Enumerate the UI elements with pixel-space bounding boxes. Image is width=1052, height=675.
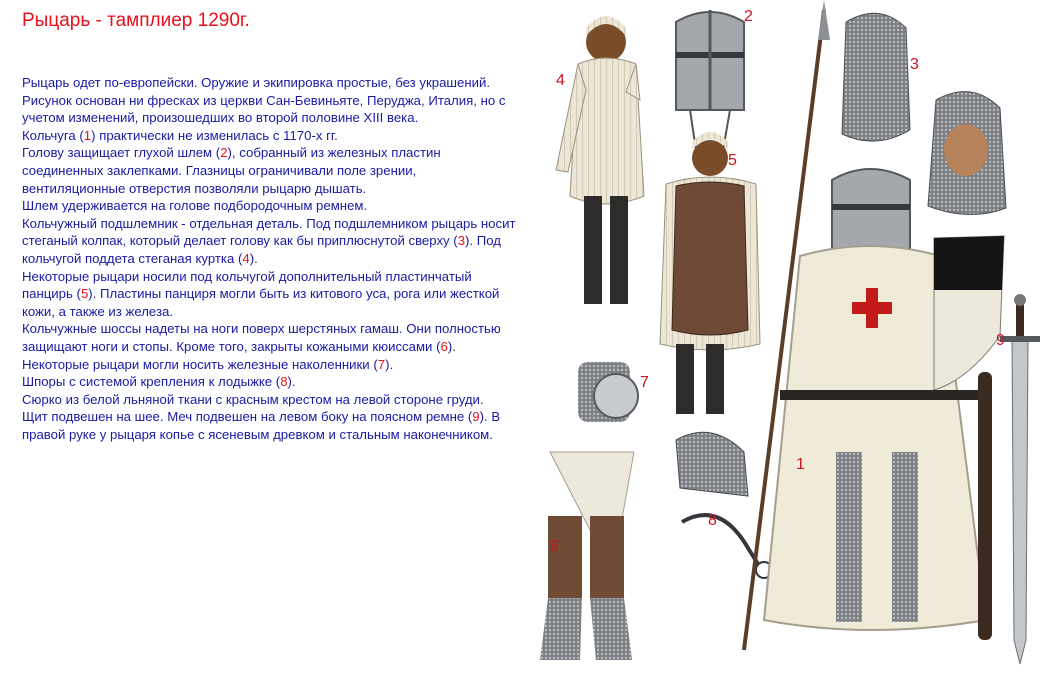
figure-label-6: 6 — [550, 538, 559, 555]
figure-reference: 3 — [457, 233, 466, 249]
paragraph — [22, 320, 517, 355]
text-run: Кольчужные шоссы надеты на ноги поверх шерстяных гамаш. Они полностью защищают ноги и стопы. Кроме того, закрыты кожаными кюиссами ( — [22, 321, 501, 354]
illustration — [520, 0, 1052, 675]
knee-cop — [578, 362, 638, 422]
figure-label-3: 3 — [910, 56, 919, 73]
paragraph — [22, 215, 517, 268]
paragraph — [22, 268, 517, 321]
text-run: ). Под кольчугой поддета стеганая куртка ( — [22, 233, 501, 266]
text-run: ). — [385, 356, 394, 372]
text-run: Голову защищает глухой шлем ( — [22, 145, 221, 161]
paragraph — [22, 391, 517, 409]
figure-label-4: 4 — [556, 72, 565, 89]
figure-reference: 4 — [242, 250, 250, 266]
paragraph — [22, 144, 517, 197]
text-run: ). В правой руке у рыцаря копье с ясеневым древком и стальным наконечником. — [22, 409, 501, 442]
text-run: ). — [447, 338, 456, 354]
figure-reference: 8 — [280, 374, 288, 390]
text-run: Кольчуга ( — [22, 127, 84, 143]
text-run: Сюрко из белой льняной ткани с красным крестом на левой стороне груди. — [22, 391, 484, 407]
paragraph — [22, 373, 517, 391]
text-run: Рыцарь одет по-европейски. Оружие и экипировка простые, без украшений. Рисунок основан ни фресках из церкви Сан-Бевиньяте, Перуджа, Италия, но с учетом изменений, произошедших во второй половине XIII века. — [22, 75, 506, 126]
text-run: Шлем удерживается на голове подбородочным ремнем. — [22, 198, 368, 214]
text-run: Щит подвешен на шее. Меч подвешен на левом боку на поясном ремне ( — [22, 409, 473, 425]
figure-label-9: 9 — [996, 332, 1005, 349]
paragraph — [22, 127, 517, 145]
paragraph — [22, 197, 517, 215]
templar-knight — [764, 169, 1004, 630]
text-run: Кольчужный подшлемник - отдельная деталь. Под подшлемником рыцарь носит стеганый колпак, который делает голову как бы приплюснутой сверху ( — [22, 215, 516, 249]
text-run: ). Пластины панциря могли быть из китового уса, рога или жесткой кожи, а также из железа. — [22, 286, 500, 319]
figure-label-2: 2 — [744, 8, 753, 25]
text-run: Некоторые рыцари могли носить железные наколенники ( — [22, 356, 378, 372]
figure-label-7: 7 — [640, 374, 649, 391]
description-text — [22, 74, 517, 443]
figure-reference: 6 — [440, 338, 448, 354]
figure-reference: 1 — [83, 127, 92, 143]
text-run: ) практически не изменилась с 1170-х гг. — [91, 127, 338, 143]
page-title: Рыцарь - тамплиер 1290г. — [22, 10, 250, 31]
figure-label-5: 5 — [728, 152, 737, 169]
text-run: ), собранный из железных пластин соединенных заклепками. Глазницы ограничивали поле зрении, вентиляционные отверстия позволяли рыцарю дышать. — [22, 145, 441, 196]
padded-jacket-figure — [556, 16, 644, 304]
text-run: Шпоры с системой крепления к лодыжке ( — [22, 374, 281, 390]
paragraph — [22, 408, 517, 443]
paragraph — [22, 356, 517, 374]
figure-reference: 2 — [220, 145, 228, 161]
figure-reference: 5 — [80, 286, 89, 302]
text-run: Некоторые рыцари носили под кольчугой дополнительный пластинчатый панцирь ( — [22, 268, 472, 302]
paragraph — [22, 74, 517, 127]
figure-label-8: 8 — [708, 512, 717, 529]
plated-armor-figure — [660, 132, 760, 414]
text-run: ). — [287, 374, 296, 390]
text-run: ). — [249, 250, 258, 266]
figure-reference: 7 — [377, 356, 386, 372]
figure-label-1: 1 — [796, 456, 805, 473]
figure-reference: 9 — [472, 409, 480, 425]
mail-chausses — [540, 452, 634, 660]
